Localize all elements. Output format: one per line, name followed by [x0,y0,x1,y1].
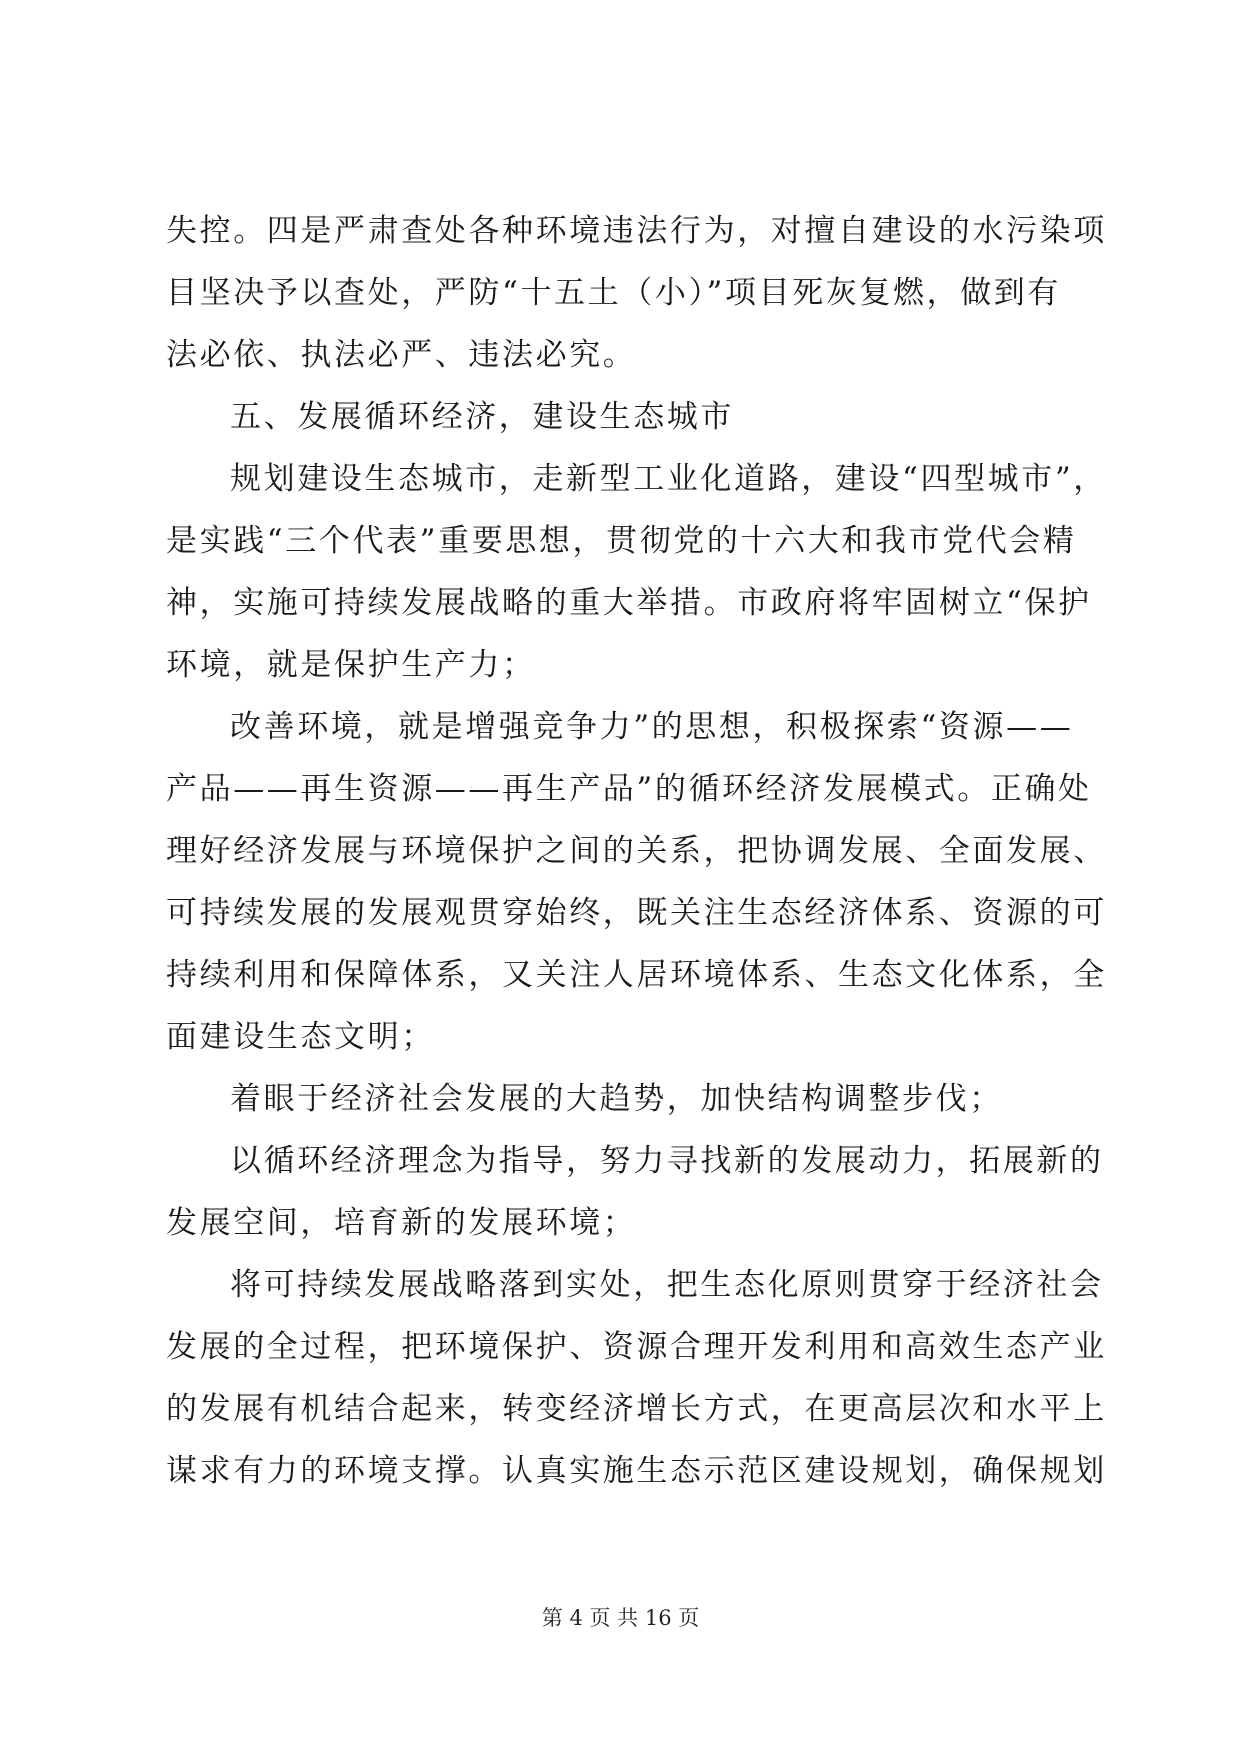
text-line: 谋求有力的环境支撑。认真实施生态示范区建设规划，确保规划 [166,1453,1107,1489]
section-heading: 五、发展循环经济，建设生态城市 [230,399,734,435]
text-line: 改善环境，就是增强竞争力”的思想，积极探索“资源—— [230,709,1074,745]
text-line: 着眼于经济社会发展的大趋势，加快结构调整步伐； [230,1081,1003,1117]
document-body [166,200,1107,1502]
text-line: 神，实施可持续发展战略的重大举措。市政府将牢固树立“保护 [166,585,1092,621]
text-line: 可持续发展的发展观贯穿始终，既关注生态经济体系、资源的可 [166,895,1107,931]
page-number-footer: 第 4 页 共 16 页 [541,1606,700,1630]
text-line: 将可持续发展战略落到实处，把生态化原则贯穿于经济社会 [230,1267,1104,1303]
text-line: 以循环经济理念为指导，努力寻找新的发展动力，拓展新的 [230,1143,1104,1179]
text-line: 理好经济发展与环境保护之间的关系，把协调发展、全面发展、 [166,833,1107,869]
text-line: 发展的全过程，把环境保护、资源合理开发利用和高效生态产业 [166,1329,1107,1365]
text-line: 是实践“三个代表”重要思想，贯彻党的十六大和我市党代会精 [166,523,1077,559]
text-line: 法必依、执法必严、违法必究。 [166,337,637,373]
text-line: 持续利用和保障体系，又关注人居环境体系、生态文化体系，全 [166,957,1107,993]
text-line: 的发展有机结合起来，转变经济增长方式，在更高层次和水平上 [166,1391,1107,1427]
text-line: 目坚决予以查处，严防“十五土（小）”项目死灰复燃，做到有 [166,275,1061,311]
text-line: 失控。四是严肃查处各种环境违法行为，对擅自建设的水污染项 [166,213,1107,249]
text-line: 面建设生态文明； [166,1019,435,1055]
text-line: 环境，就是保护生产力； [166,647,536,683]
text-line: 规划建设生态城市，走新型工业化道路，建设“四型城市”， [230,461,1107,497]
text-line: 发展空间，培育新的发展环境； [166,1205,637,1241]
text-line: 产品——再生资源——再生产品”的循环经济发展模式。正确处 [166,771,1092,807]
